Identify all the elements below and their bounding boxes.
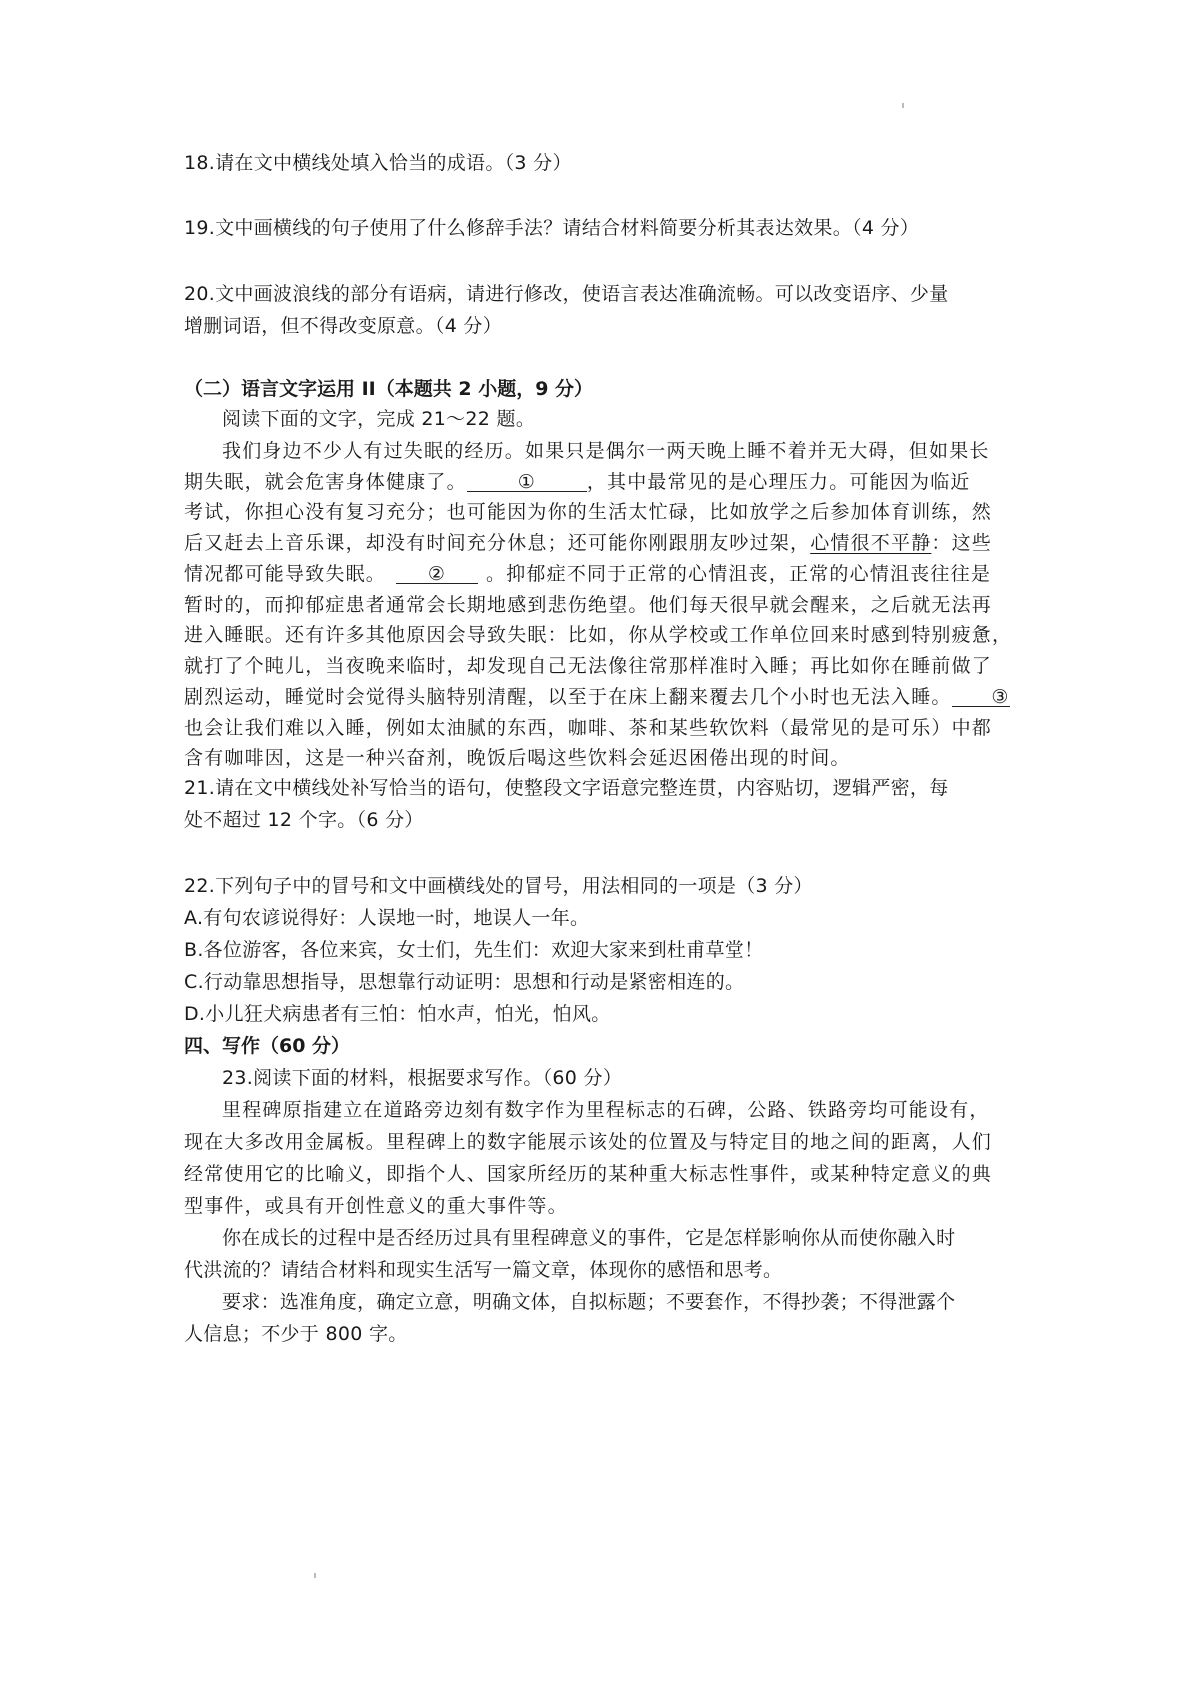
requirements-line2: 人信息；不少于 800 字。 <box>184 1323 408 1345</box>
requirements-line1: 要求：选准角度，确定立意，明确文体，自拟标题；不要套作，不得抄袭；不得泄露个 <box>222 1291 956 1313</box>
question-20-line2: 增删词语，但不得改变原意。（4 分） <box>184 315 503 337</box>
material-line: 现在大多改用金属板。里程碑上的数字能展示该处的位置及与特定目的地之间的距离，人们 <box>184 1131 993 1153</box>
question-21-line2: 处不超过 12 个字。（6 分） <box>184 809 424 831</box>
passage-line: 含有咖啡因，这是一种兴奋剂，晚饭后喝这些饮料会延迟困倦出现的时间。 <box>184 747 851 769</box>
passage-line <box>184 559 1024 586</box>
question-22-stem: 22.下列句子中的冒号和文中画横线处的冒号，用法相同的一项是（3 分） <box>184 875 813 897</box>
answer-blank-3[interactable] <box>952 686 1010 707</box>
question-18: 18.请在文中横线处填入恰当的成语。（3 分） <box>184 152 572 174</box>
passage-line: 暂时的，而抑郁症患者通常会长期地感到悲伤绝望。他们每天很早就会醒来，之后就无法再 <box>184 594 993 616</box>
material-line: 经常使用它的比喻义，即指个人、国家所经历的某种重大标志性事件，或某种特定意义的典 <box>184 1163 993 1185</box>
section-2-instruction: 阅读下面的文字，完成 21～22 题。 <box>222 408 536 430</box>
question-23: 23.阅读下面的材料，根据要求写作。（60 分） <box>222 1067 623 1089</box>
question-20-line1: 20.文中画波浪线的部分有语病，请进行修改，使语言表达准确流畅。可以改变语序、少量 <box>184 283 949 305</box>
passage-line <box>184 528 1024 555</box>
passage-text: 后又赶去上音乐课，却没有时间充分休息；还可能你刚跟朋友吵过架， <box>184 532 811 554</box>
answer-blank-2[interactable]: ② <box>396 563 478 584</box>
section-2-heading: （二）语言文字运用 II（本题共 2 小题，9 分） <box>184 378 594 400</box>
passage-text: 情况都可能导致失眠。 <box>184 563 387 585</box>
option-c: C.行动靠思想指导，思想靠行动证明：思想和行动是紧密相连的。 <box>184 971 745 993</box>
passage-line: 考试，你担心没有复习充分；也可能因为你的生活太忙碌，比如放学之后参加体育训练，然 <box>184 501 993 523</box>
material-line: 里程碑原指建立在道路旁边刻有数字作为里程标志的石碑，公路、铁路旁均可能设有， <box>222 1099 990 1121</box>
option-b: B.各位游客，各位来宾，女士们，先生们：欢迎大家来到杜甫草堂！ <box>184 939 764 961</box>
material-line: 型事件，或具有开创性意义的重大事件等。 <box>184 1195 568 1217</box>
passage-line <box>184 467 1024 494</box>
underlined-sentence: 心情很不平静 <box>810 532 932 554</box>
passage-text: ：这些 <box>931 532 993 554</box>
option-a: A.有句农谚说得好：人误地一时，地误人一年。 <box>184 907 590 929</box>
scan-mark <box>902 103 904 108</box>
passage-line: 进入睡眠。还有许多其他原因会导致失眠：比如，你从学校或工作单位回来时感到特别疲惫， <box>184 624 1013 646</box>
writing-prompt-line1: 你在成长的过程中是否经历过具有里程碑意义的事件，它是怎样影响你从而使你融入时 <box>222 1227 956 1249</box>
passage-text: ，其中最常见的是心理压力。可能因为临近 <box>586 471 971 493</box>
writing-prompt-line2: 代洪流的？请结合材料和现实生活写一篇文章，体现你的感悟和思考。 <box>184 1259 783 1281</box>
passage-line: 就打了个盹儿，当夜晚来临时，却发现自己无法像往常那样准时入睡；再比如你在睡前做了 <box>184 655 993 677</box>
option-d: D.小儿狂犬病患者有三怕：怕水声，怕光，怕风。 <box>184 1003 611 1025</box>
question-19: 19.文中画横线的句子使用了什么修辞手法？请结合材料简要分析其表达效果。（4 分） <box>184 217 920 239</box>
passage-text: 期失眠，就会危害身体健康了。 <box>184 471 467 493</box>
passage-line <box>184 682 1024 709</box>
blank-3-marker: ③ <box>991 686 1010 708</box>
scan-mark <box>314 1573 316 1578</box>
answer-blank-1[interactable]: ① <box>467 471 587 492</box>
passage-line: 也会让我们难以入睡，例如太油腻的东西，咖啡、茶和某些软饮料（最常见的是可乐）中都 <box>184 717 993 739</box>
section-4-heading: 四、写作（60 分） <box>184 1035 351 1057</box>
passage-text: 。抑郁症不同于正常的心情沮丧，正常的心情沮丧往往是 <box>486 563 992 585</box>
question-21-line1: 21.请在文中横线处补写恰当的语句，使整段文字语意完整连贯，内容贴切，逻辑严密，每 <box>184 777 949 799</box>
passage-text: 剧烈运动，睡觉时会觉得头脑特别清醒，以至于在床上翻来覆去几个小时也无法入睡。 <box>184 686 952 708</box>
passage-line: 我们身边不少人有过失眠的经历。如果只是偶尔一两天晚上睡不着并无大碍，但如果长 <box>222 440 990 462</box>
